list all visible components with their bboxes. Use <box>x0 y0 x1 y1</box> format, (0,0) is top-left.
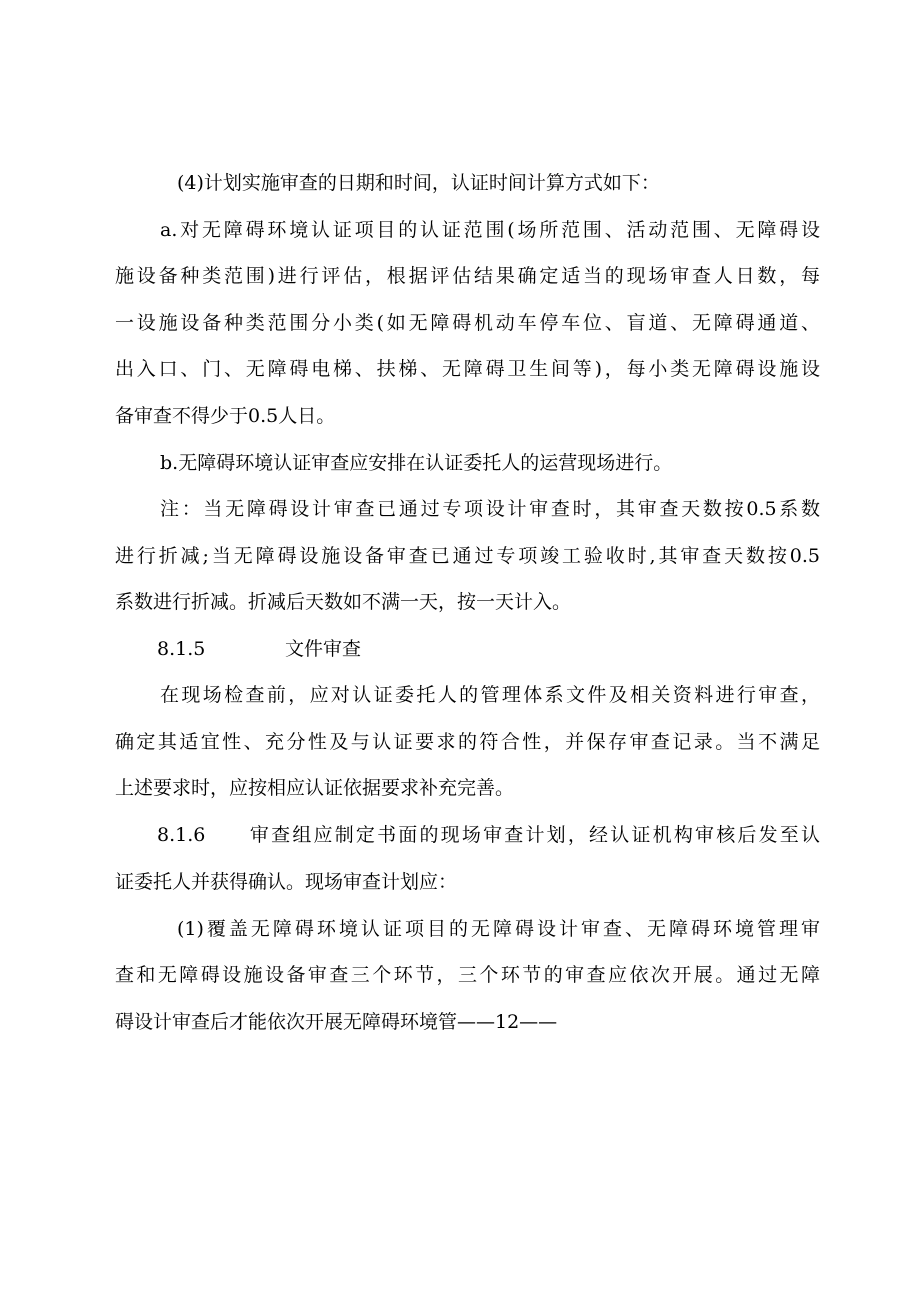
paragraph-line: 碍设计审查后才能依次开展无障碍环境管——12—— <box>115 1011 558 1033</box>
note-line: 进行折减;当无障碍设施设备审查已通过专项竣工验收时,其审查天数按0.5 <box>115 545 820 567</box>
paragraph-line: 备审查不得少于0.5人日。 <box>115 405 336 427</box>
note-line: 注：当无障碍设计审查已通过专项设计审查时，其审查天数按0.5系数 <box>160 498 820 520</box>
paragraph-line: 证委托人并获得确认。现场审查计划应： <box>115 871 458 893</box>
paragraph-line: (4)计划实施审查的日期和时间，认证时间计算方式如下： <box>177 172 660 194</box>
paragraph-line: 在现场检查前，应对认证委托人的管理体系文件及相关资料进行审查， <box>160 684 820 706</box>
section-number: 8.1.5 <box>157 638 206 660</box>
paragraph-line: 一设施设备种类范围分小类(如无障碍机动车停车位、盲道、无障碍通道、 <box>115 312 820 334</box>
paragraph-line: 出入口、门、无障碍电梯、扶梯、无障碍卫生间等)，每小类无障碍设施设 <box>115 358 820 380</box>
paragraph-line: 确定其适宜性、充分性及与认证要求的符合性，并保存审查记录。当不满足 <box>115 731 820 753</box>
paragraph-line: b.无障碍环境认证审查应安排在认证委托人的运营现场进行。 <box>160 452 673 474</box>
note-line: 系数进行折减。折减后天数如不满一天，按一天计入。 <box>115 591 572 613</box>
section-title: 文件审查 <box>285 638 362 660</box>
paragraph-line: 上述要求时，应按相应认证依据要求补充完善。 <box>115 777 515 799</box>
paragraph-line: 查和无障碍设施设备审查三个环节，三个环节的审查应依次开展。通过无障 <box>115 964 820 986</box>
paragraph-line: 施设备种类范围)进行评估，根据评估结果确定适当的现场审查人日数，每 <box>115 265 820 287</box>
paragraph-line: a.对无障碍环境认证项目的认证范围(场所范围、活动范围、无障碍设 <box>160 219 820 241</box>
section-paragraph-line: 8.1.6 审查组应制定书面的现场审查计划，经认证机构审核后发至认 <box>157 824 820 846</box>
paragraph-line: (1)覆盖无障碍环境认证项目的无障碍设计审查、无障碍环境管理审 <box>177 918 820 940</box>
